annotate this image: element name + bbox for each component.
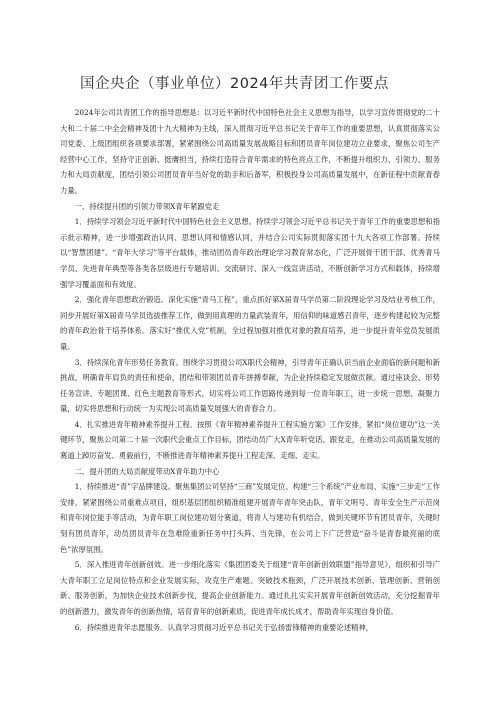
- section-heading: 一、持续提升团的引领力带领X青年紧跟党走: [74, 201, 220, 211]
- body-paragraph: 2024年公司共青团工作的指导思想是：以习近平新时代中国特色社会主义思想为指导，以学习宣传贯彻党的二十大和二十届二中全会精神及团十九大精神为主线，深入贯彻习近平总书记关于青年工作的重要思想，认真贯彻落实公司党委、上级团组织各项要求部署，紧紧围绕公司高质量发展战略目标和团员青年岗位建功立业要求，聚焦公司生产经营中心工作，坚持守正创新、挺膺担当，持续打造符合青年需求的特色亮点工作，不断提升组织力、引领力、服务力和大局贡献度，团结引领公司团员青年当好党的助手和后备军，积极投身公司高质量发展中，在新征程中贡献青春力量。: [60, 108, 440, 195]
- document-body: [60, 105, 440, 635]
- body-paragraph: 4．扎实推进青年精神素养提升工程。按照《青年精神素养提升工程实施方案》工作安排，紧扣“岗位建功”这一关键环节，聚焦公司第二十届一次职代会重点工作目标，团结动员广大X青年听党话、跟党走，在推动公司高质量发展的赛道上踔厉奋发、勇毅前行，不断推进青年精神素养提升工程走深、走细、走实。: [60, 419, 440, 461]
- section-heading: 二、提升团的大局贡献度带动X青年助力中心: [74, 466, 220, 476]
- body-paragraph: 1．持续推进“青”字品牌建设。聚焦集团公司坚持“三商”发展定位、构建“三个系统”产业布局、实施“三步走”工作安排，紧紧围绕公司重难点项目，组织基层团组织精准组建开展青年青年突击队、青年文明号、青年安全生产示范岗和青年岗位能手等活动，为青年职工岗位建功划分赛道，将青人与建功有机结合，做到关键环节有团员青年，关键时刻有团员青年，动员团员青年在急难险重新任务中打头阵、当先锋，在公司上下广泛营造“奋斗是青春最亮丽的底色”浓厚氛围。: [60, 482, 440, 554]
- body-paragraph: 1．持续学习领会习近平新时代中国特色社会主义思想。持续学习领会习近平总书记关于青年工作的重要思想和指示批示精神，进一步增强政治认同、思想认同和情感认同，并结合公司实际贯彻落实团十九大各项工作部署。持续以“智慧团建”、“青年大学习”等平台载体，推动团员青年政治理论学习教育常态化，广泛开展骨干团干部、优秀青马学员、先进青年典型等各类各层级进行专题培训、交流研讨、深入一线宣讲活动，不断创新学习方式和载体，持续增强学习覆盖面和有效度。: [60, 217, 440, 289]
- body-paragraph: 2．强化青年思想政治锻造。深化实施“青马工程”，重点抓好第X届青马学员第二阶段理论学习及结业考核工作，同步开展好第X届青马学员选拔推荐工作，做到用真理的力量武装青年，用信仰的味道感召青年，逐步构建起较为完整的青年政治骨干培养体系。落实好“推优入党”机制，全过程加强对推优对象的教育培养，进一步提升青年党员发展质量。: [60, 295, 440, 351]
- body-paragraph: 3．持续深化青年形势任务教育。围绕学习贯彻公司X职代会精神，引导青年正确认识当前企业面临的新问题和新挑战，明确青年肩负的责任和使命，团结和带领团员青年拼搏奉献，为企业持续稳定发展做贡献。通过座谈会、形势任务宣讲、专题团课、红色主题教育等形式，切实将公司工作思路传递到每一位青年职工，进一步统一思想、凝聚力量，切实将思想和行动统一为实现公司高质量发展强大的青春合力。: [60, 357, 440, 414]
- page-title: 国企央企（事业单位）2024年共青团工作要点: [80, 76, 389, 92]
- body-paragraph: 5．深入推进青年创新创效。进一步细化落实《集团团委关于组建“青年创新创效联盟”指导意见》，组织和引导广大青年职工立足岗位特点和企业发展实际，攻克生产难题、突破技术瓶颈，广泛开展技术创新、管理创新、营销创新、服务创新，为加快企业技术创新步伐，提高企业创新能力。通过扎扎实实开展青年创新创效活动，充分挖掘青年的创新潜力，激发青年的创新热情，培育青年的创新素质，促进青年成长成才，帮助青年实现自身价值。: [60, 560, 440, 616]
- body-paragraph: 6．持续推进青年志愿服务。认真学习贯彻习近平总书记关于弘扬雷锋精神的重要论述精神，: [74, 622, 374, 632]
